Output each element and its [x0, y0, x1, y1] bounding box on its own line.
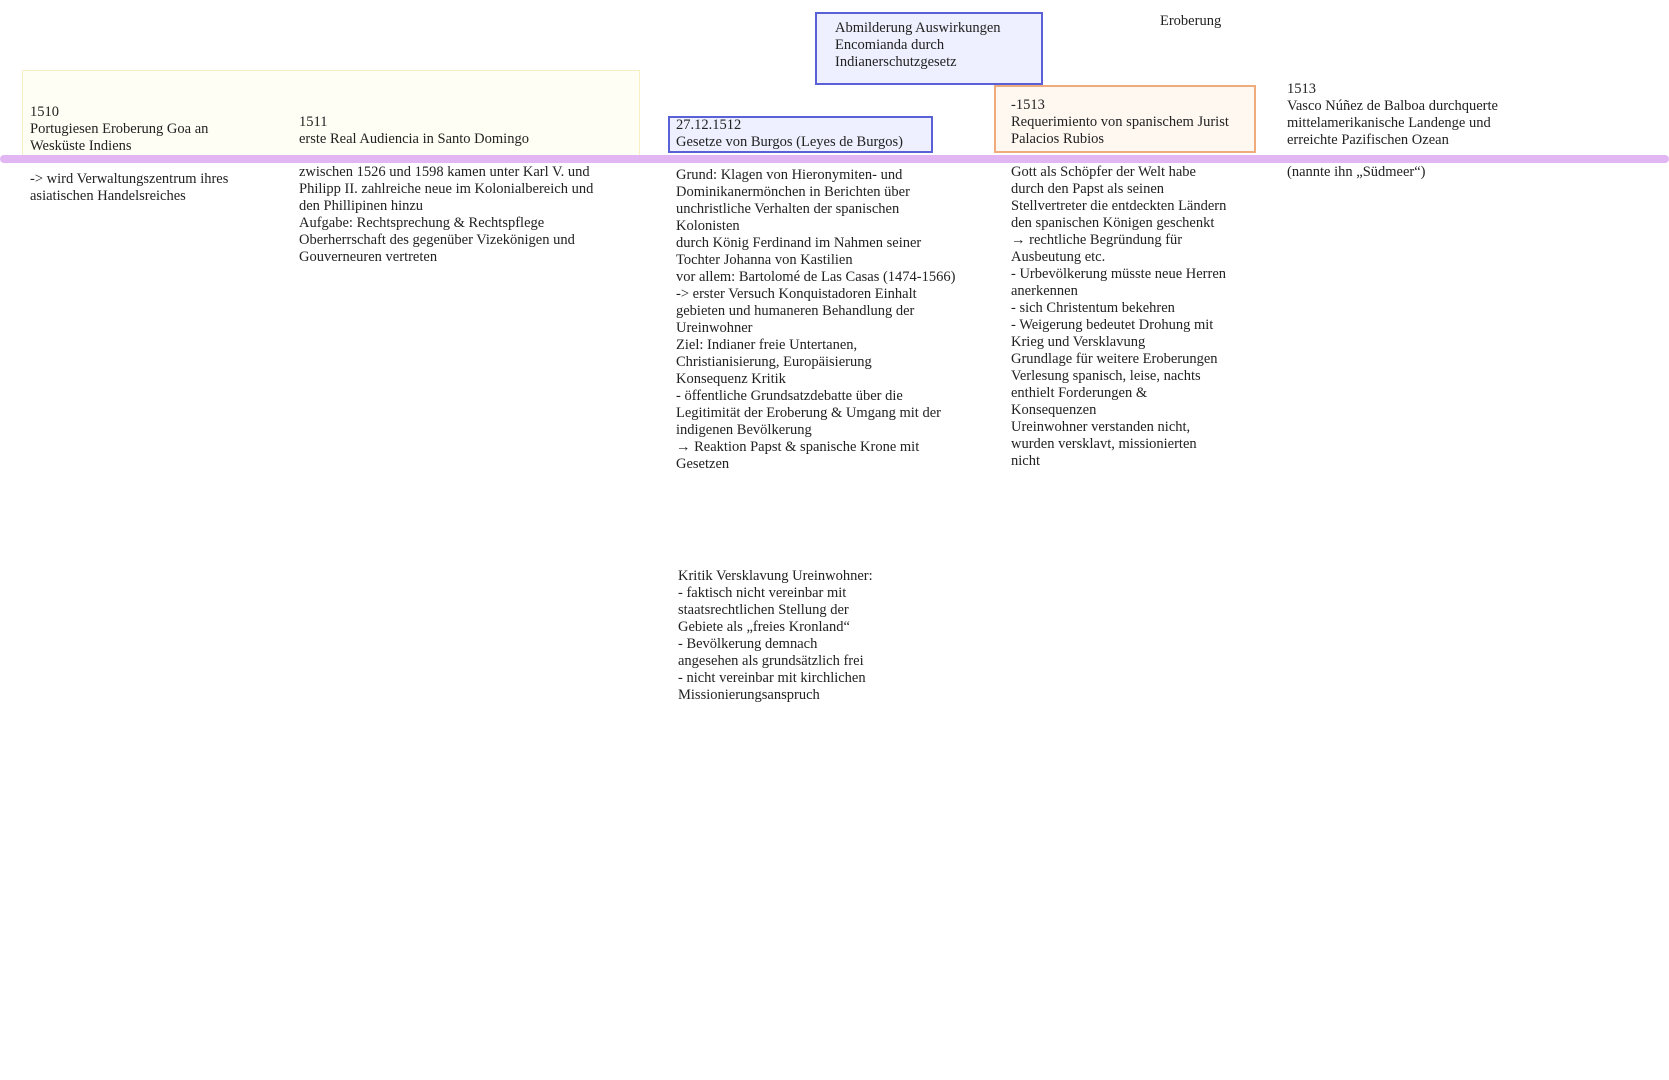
entry-1512-kritik: Kritik Versklavung Ureinwohner: - faktisch nicht vereinbar mit staatsrechtlichen Stellung der Gebiete als „freies Kronland“ - Bevölkerung demnach angesehen als grundsätzlich frei - nicht vereinbar mit kirchlichen Missionierungsanspruch	[678, 568, 873, 703]
entry-1512-body: Grund: Klagen von Hieronymiten- und Dominikanermönchen in Berichten über unchristliche Verhalten der spanischen Kolonisten durch König Ferdinand im Nahmen seiner Tochter Johanna von Kastilien vor allem: Bartolomé de Las Casas (1474-1566) -> erster Versuch Konquistadoren Einhalt gebieten und humaneren Behandlung der Ureinwohner Ziel: Indianer freie Untertanen, Christianisierung, Europäisierung Konsequenz Kritik - öffentliche Grundsatzdebatte über die Legitimität der Eroberung & Umgang mit der indigenen Bevölkerung → Reaktion Papst & spanische Krone mit Gesetzen	[676, 167, 956, 472]
entry-1511-year: 1511	[299, 114, 328, 130]
entry-1513-requerimiento-year: -1513	[1011, 97, 1045, 113]
entry-1513-balboa-body: (nannte ihn „Südmeer“)	[1287, 164, 1426, 180]
entry-1513-balboa-year: 1513	[1287, 81, 1316, 97]
entry-1513-requerimiento-body: Gott als Schöpfer der Welt habe durch den Papst als seinen Stellvertreter die entdeckten Ländern den spanischen Königen geschenkt → rechtliche Begründung für Ausbeutung etc. - Urbevölkerung müsste neue Herren anerkennen - sich Christentum bekehren - Weigerung bedeutet Drohung mit Krieg und Versklavung Grundlage für weitere Eroberungen Verlesung spanisch, leise, nachts enthielt Forderungen & Konsequenzen Ureinwohner verstanden nicht, wurden versklavt, missionierten nicht	[1011, 164, 1227, 469]
entry-1511-title: 1511 erste Real Audiencia in Santo Domingo	[299, 114, 529, 147]
entry-1513-balboa-title: 1513 Vasco Núñez de Balboa durchquerte mittelamerikanische Landenge und erreichte Pazifischen Ozean	[1287, 81, 1498, 148]
entry-1512-date: 27.12.1512	[676, 117, 742, 133]
entry-1513-requerimiento-title: -1513 Requerimiento von spanischem Jurist Palacios Rubios	[1011, 97, 1229, 147]
timeline-bar	[0, 155, 1669, 163]
entry-1510-year: 1510	[30, 104, 59, 120]
entry-1511-body: zwischen 1526 und 1598 kamen unter Karl V. und Philipp II. zahlreiche neue im Kolonialbereich und den Phillipinen hinzu Aufgabe: Rechtsprechung & Rechtspflege Oberherrschaft des gegenüber Vizekönigen und Gouverneuren vertreten	[299, 164, 594, 265]
abmilderung-text: Abmilderung Auswirkungen Encomianda durch Indianerschutzgesetz	[835, 20, 1001, 70]
entry-1510-body: -> wird Verwaltungszentrum ihres asiatischen Handelsreiches	[30, 171, 229, 204]
entry-1510-title: 1510 Portugiesen Eroberung Goa an Wesküste Indiens	[30, 104, 209, 154]
entry-1512-title: 27.12.1512 Gesetze von Burgos (Leyes de Burgos)	[676, 117, 903, 150]
eroberung-label: Eroberung	[1160, 13, 1222, 29]
